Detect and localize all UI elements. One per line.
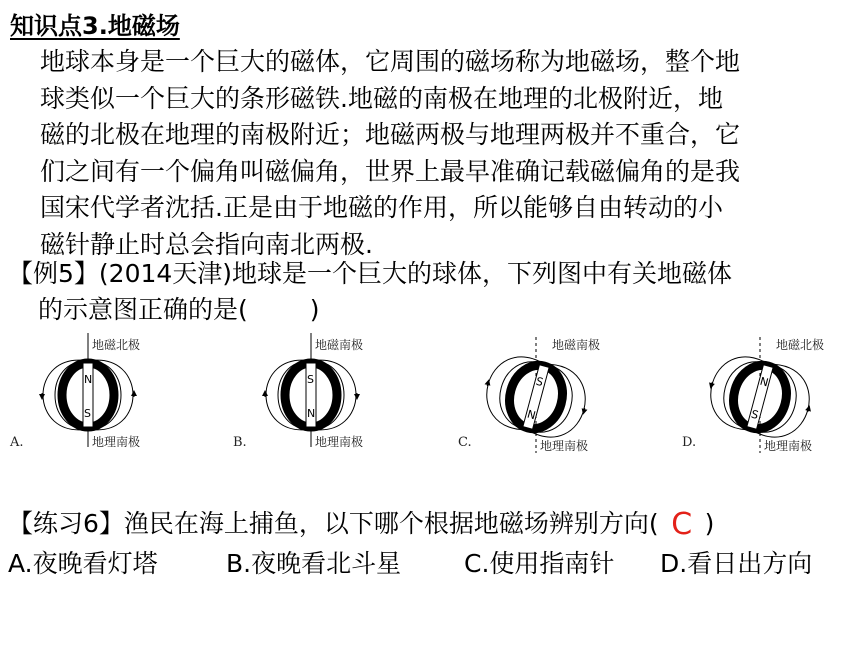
practice-answer: C [671, 507, 693, 542]
bottom-label: 地理南极 [315, 435, 364, 449]
paragraph-line: 国宋代学者沈括.正是由于地磁的作用，所以能够自由转动的小 [40, 193, 723, 222]
option-letter: C. [458, 435, 472, 450]
top-label: 地磁北极 [92, 338, 141, 352]
figure-a [9, 333, 140, 450]
practice-prompt: 【练习6】渔民在海上捕鱼，以下哪个根据地磁场辨别方向( [8, 509, 659, 538]
figure-d [682, 337, 824, 453]
example-line-1: 【例5】(2014天津)地球是一个巨大的球体，下列图中有关地磁体 [8, 259, 733, 288]
bottom-pole-label: S [84, 407, 91, 420]
example-prompt: 的示意图正确的是( [38, 295, 248, 324]
practice-line [8, 503, 853, 544]
top-label: 地磁北极 [776, 338, 825, 352]
figure-b [233, 333, 363, 450]
option-letter: D. [682, 435, 697, 450]
bottom-pole-label: N [307, 407, 316, 420]
top-pole-label: N [84, 373, 93, 386]
option-letter: A. [10, 435, 24, 450]
explanation-paragraph [40, 44, 848, 263]
option-b: B.夜晚看北斗星 [226, 549, 402, 578]
example-close-paren: ) [309, 295, 320, 324]
top-label: 地磁南极 [315, 338, 364, 352]
option-a: A.夜晚看灯塔 [8, 549, 158, 578]
top-pole-label: N [758, 374, 770, 390]
example-line-2 [8, 292, 848, 328]
example-question [8, 256, 848, 328]
figure-c [458, 337, 600, 453]
magnet-figures [8, 333, 848, 458]
bottom-label: 地理南极 [540, 439, 589, 453]
paragraph-line: 们之间有一个偏角叫磁偏角，世界上最早准确记载磁偏角的是我 [40, 156, 741, 186]
top-pole-label: S [534, 374, 545, 390]
paragraph-line: 地球本身是一个巨大的磁体，它周围的磁场称为地磁场，整个地 [40, 47, 741, 76]
option-d: D.看日出方向 [660, 549, 813, 578]
section-heading: 知识点3.地磁场 [10, 12, 180, 40]
paragraph-line: 磁针静止时总会指向南北两极. [40, 229, 373, 259]
paragraph-line: 磁的北极在地理的南极附近；地磁两极与地理两极并不重合，它 [40, 120, 741, 149]
bottom-pole-label: N [525, 407, 537, 423]
practice-close-paren: ) [704, 509, 715, 538]
option-c: C.使用指南针 [464, 549, 615, 578]
bottom-pole-label: S [749, 407, 760, 422]
paragraph-line: 球类似一个巨大的条形磁铁.地磁的南极在地理的北极附近，地 [40, 83, 723, 113]
top-label: 地磁南极 [552, 338, 601, 352]
practice-options [8, 544, 853, 584]
top-pole-label: S [307, 373, 314, 386]
practice-question [8, 503, 853, 584]
bottom-label: 地理南极 [764, 439, 813, 453]
bottom-label: 地理南极 [92, 435, 141, 449]
option-letter: B. [233, 435, 247, 450]
